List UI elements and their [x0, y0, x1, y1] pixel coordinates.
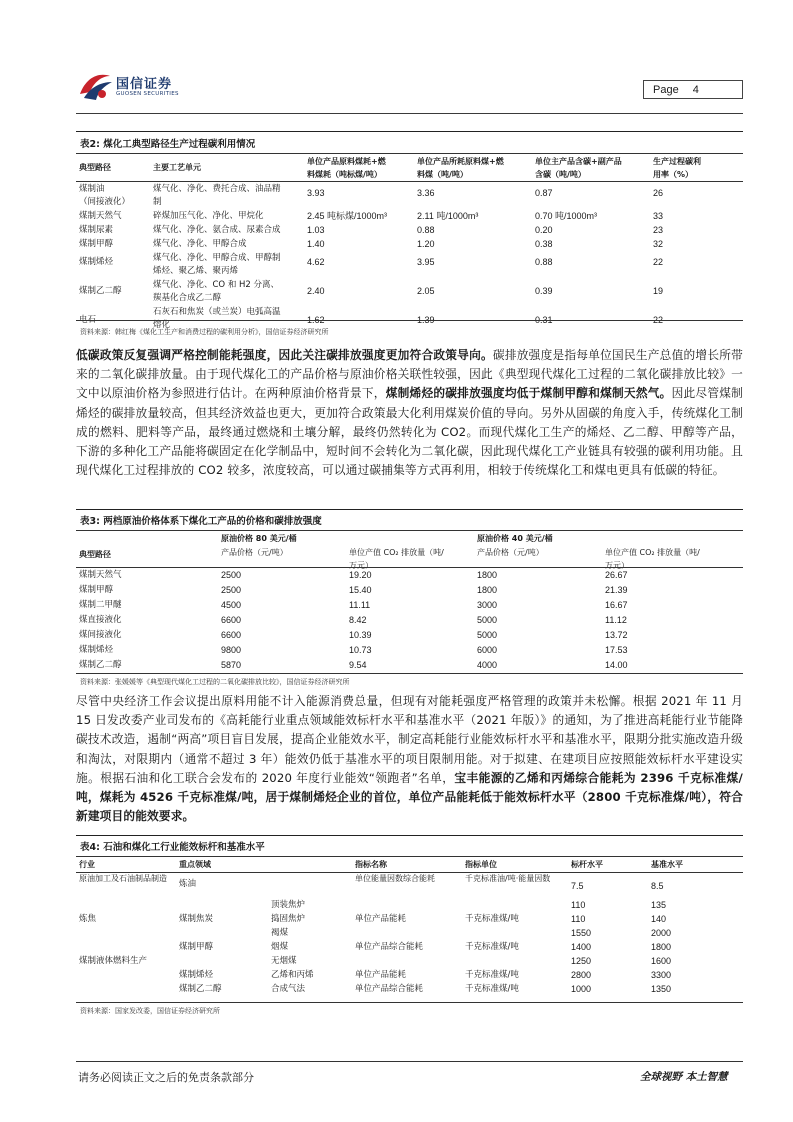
table4-cell: 1350	[651, 984, 672, 994]
table4-bottom-rule	[76, 1002, 743, 1003]
table2-process: 煤气化、净化、费托合成、油品精 制	[153, 184, 281, 207]
table4-cell: 1400	[571, 942, 592, 952]
table-row	[76, 252, 743, 279]
paragraph-carbon-intensity	[76, 346, 743, 480]
table-row	[76, 599, 743, 614]
table3-cell: 5870	[221, 660, 242, 670]
table2-process: 碎煤加压气化、净化、甲烷化	[153, 211, 264, 221]
table2-process: 煤气化、净化、甲醇合成、甲醇制 烯烃、聚乙烯、聚丙烯	[153, 253, 281, 276]
table3-cell: 9800	[221, 645, 242, 655]
table-row	[76, 899, 743, 913]
table4-cell: 原油加工及石油制品制造	[79, 874, 167, 883]
table4-cell	[352, 899, 462, 913]
para1-lead: 低碳政策反复强调严格控制能耗强度，因此关注碳排放强度更加符合政策导向。	[76, 348, 493, 362]
table3-cell: 19.20	[349, 570, 372, 580]
table3-group-row	[76, 532, 743, 546]
header-divider	[76, 113, 743, 114]
table4-cell: 单位产品综合能耗	[355, 984, 424, 994]
table4-cell: 千克标准油/吨·能量因数	[465, 874, 551, 883]
table2-cell: 33	[653, 211, 664, 221]
table4-cell	[76, 969, 176, 983]
table4-header-cell: 标杆水平	[571, 860, 603, 869]
table3-cell: 6000	[477, 645, 498, 655]
table2-cell: 22	[653, 257, 664, 267]
table3-cell: 5000	[477, 630, 498, 640]
logo-mark-icon	[76, 70, 114, 102]
table4-cell: 1600	[651, 956, 672, 966]
page-label: Page	[653, 83, 679, 96]
table2-cell: 0.88	[535, 257, 553, 267]
table2-cell: 2.11 吨/1000m³	[417, 211, 479, 221]
table2-cell: 2.40	[307, 286, 325, 296]
table-row	[76, 644, 743, 659]
table4-cell: 无烟煤	[271, 956, 297, 966]
table4-source: 资料来源：国家发改委，国信证券经济研究所	[80, 1007, 220, 1015]
table4-cell: 顶装焦炉	[271, 900, 306, 910]
table4-cell: 3300	[651, 970, 672, 980]
table2-header-cell: 单位产品原料煤耗+燃 料煤耗（吨标煤/吨）	[307, 157, 386, 179]
table3-cell: 煤制乙二醇	[79, 660, 122, 670]
table4-cell	[176, 927, 268, 941]
table-row	[76, 955, 743, 969]
table-row	[76, 927, 743, 941]
table2-cell: 0.88	[417, 225, 435, 235]
table3-cell: 11.11	[349, 600, 371, 610]
table3-cell: 4500	[221, 600, 242, 610]
table3-bottom-rule	[76, 673, 743, 674]
table-row	[76, 183, 743, 210]
table4-cell: 煤制甲醇	[179, 942, 214, 952]
table4-cell: 千克标准煤/吨	[465, 984, 519, 994]
table3-group-80: 原油价格 80 美元/桶	[221, 534, 297, 543]
table4-cell: 110	[571, 900, 586, 910]
table-row	[76, 913, 743, 927]
table4-header-rule	[76, 856, 743, 857]
table3-cell: 17.53	[605, 645, 628, 655]
table3-cell: 5000	[477, 615, 498, 625]
table2-header-cell: 典型路径	[79, 163, 111, 172]
table3-cell: 2500	[221, 585, 242, 595]
table4-header-cell: 指标单位	[465, 860, 497, 869]
table4-cell	[176, 955, 268, 969]
table2-cell: 26	[653, 188, 664, 198]
table4-cell	[352, 955, 462, 969]
para2-bold: 宝丰能源的乙烯和丙烯综合能耗为 2396 千克标准煤/吨，煤耗为 4526 千克标准煤/吨，居于煤制烯烃企业的首位，单位产品能耗低于能效标杆水平（2800 千克标准煤/吨），符合新建项目的能效要求。	[76, 770, 743, 824]
table2-header-cell: 单位产品所耗原料煤+燃 料煤（吨/吨）	[417, 157, 504, 179]
table2-path: 煤制尿素	[79, 225, 114, 235]
table-row	[76, 279, 743, 306]
table4-cell: 8.5	[651, 881, 664, 891]
table4-header-cell: 基准水平	[651, 860, 683, 869]
table4-cell	[76, 927, 176, 941]
table-row	[76, 873, 743, 899]
table2-path: 煤制乙二醇	[79, 286, 122, 296]
table4-title: 表4: 石油和煤化工行业能效标杆和基准水平	[80, 842, 265, 853]
table3-cell: 26.67	[605, 570, 628, 580]
footer-divider	[76, 1061, 743, 1062]
table3-cell: 11.12	[605, 615, 627, 625]
table2-body-rule	[76, 181, 743, 182]
table4-cell	[268, 873, 352, 899]
table4-cell: 煤制乙二醇	[179, 984, 222, 994]
table2-cell: 3.36	[417, 188, 435, 198]
table4-cell: 褐煤	[271, 928, 289, 938]
table3-header-co2: 单位产值 CO₂ 排放量（吨/ 万元）	[605, 548, 700, 570]
table4-cell: 千克标准煤/吨	[465, 942, 519, 952]
table3-cell: 煤制二甲醚	[79, 600, 122, 610]
table2-title: 表2: 煤化工典型路径生产过程碳利用情况	[80, 139, 256, 150]
table3-header-price: 产品价格（元/吨）	[221, 548, 288, 557]
table2-process: 石灰石和焦炭（或兰炭）电弧高温 熔化	[153, 307, 281, 330]
table3-cell: 6600	[221, 615, 242, 625]
table2-top-rule	[76, 131, 743, 132]
table3-cell: 9.54	[349, 660, 367, 670]
table2-cell: 23	[653, 225, 664, 235]
table3-cell: 10.73	[349, 645, 372, 655]
table4-cell: 2800	[571, 970, 592, 980]
table2-header-cell: 主要工艺单元	[153, 163, 201, 172]
table3-cell: 煤制甲醇	[79, 585, 114, 595]
table2-path: 煤制烯烃	[79, 257, 114, 267]
table2-path: 煤制油 （间接液化）	[79, 184, 131, 207]
table4-cell: 1800	[651, 942, 672, 952]
table4-cell: 煤制液体燃料生产	[79, 956, 148, 966]
table3-body	[76, 569, 743, 674]
table4-cell: 1550	[571, 928, 592, 938]
table2-path: 电石	[79, 315, 97, 325]
table3-cell: 煤间接液化	[79, 630, 122, 640]
table4-cell: 捣固焦炉	[271, 914, 306, 924]
logo-name-cn: 国信证券	[116, 77, 173, 92]
table4-cell	[462, 955, 568, 969]
table2-cell: 0.70 吨/1000m³	[535, 211, 598, 221]
page-indicator	[643, 80, 743, 99]
table4-cell: 单位产品能耗	[355, 970, 407, 980]
table-row	[76, 569, 743, 584]
table4-cell: 单位产品综合能耗	[355, 942, 424, 952]
table4-cell	[76, 941, 176, 955]
table3-cell: 煤制天然气	[79, 570, 122, 580]
para2-text: 尽管中央经济工作会议提出原料用能不计入能源消费总量，但现有对能耗强度严格管理的政策并未松懈。根据 2021 年 11 月 15 日发改委产业司发布的《高耗能行业重点领域能效标杆水平和基准水平（2021 年版）》的通知，为了推进高耗能行业节能降碳技术改造，遏制“两高”项目盲目发展，提高企业能效水平，制定高耗能行业能效标杆水平和基准水平，限期分批实施改造升级和淘汰，对限期内（通常不超过 3 年）能效仍低于基准水平的项目限制用能。对于拟建、在建项目应按照能效标杆水平建设实施。根据石油和化工联合会发布的 2020 年度行业能效“领跑者”名单，	[76, 694, 743, 785]
table4-cell: 炼焦	[79, 914, 97, 924]
table4-cell: 炼油	[179, 879, 197, 889]
para1-text-a: 碳排放强度是指每单位国民生产总值的增长所带来的二氧化碳排放量。由于现代煤化工的产品价格与原油价格关联性较强，因此《典型现代煤化工过程的二氧化碳排放比较》一文中以原油价格为参照进行估计。在两种原油价格背景下，	[76, 348, 743, 401]
table3-cell: 10.39	[349, 630, 372, 640]
table3-header-rule	[76, 530, 743, 531]
table4-cell	[176, 899, 268, 913]
paragraph-energy-efficiency	[76, 692, 743, 826]
table3-cell: 21.39	[605, 585, 628, 595]
table4-header-cell: 行业	[79, 860, 95, 869]
table4-header-cell	[268, 858, 352, 872]
table4-cell: 110	[571, 914, 586, 924]
table3-cell: 煤直接液化	[79, 615, 122, 625]
table2-cell: 3.95	[417, 257, 435, 267]
table4-header-row	[76, 858, 743, 872]
table3-cell: 15.40	[349, 585, 372, 595]
table2-process: 煤气化、净化、CO 和 H2 分离、 羰基化合成乙二醇	[153, 280, 280, 303]
table4-cell	[462, 927, 568, 941]
table2-process: 煤气化、净化、氨合成、尿素合成	[153, 225, 281, 235]
table3-header-path: 典型路径	[79, 550, 111, 559]
table3-top-rule	[76, 509, 743, 510]
table2-cell: 1.62	[307, 315, 325, 325]
table4-cell: 煤制焦炭	[179, 914, 214, 924]
table2-cell: 1.03	[307, 225, 325, 235]
table3-cell: 13.72	[605, 630, 628, 640]
table3-header-price: 产品价格（元/吨）	[477, 548, 544, 557]
table4	[76, 858, 743, 872]
table-row	[76, 584, 743, 599]
table3-cell: 煤制烯烃	[79, 645, 114, 655]
table4-cell: 2000	[651, 928, 672, 938]
table-row	[76, 629, 743, 644]
table4-cell: 1250	[571, 956, 592, 966]
table2-cell: 19	[653, 286, 664, 296]
table2-path: 煤制甲醇	[79, 239, 114, 249]
table4-cell: 千克标准煤/吨	[465, 970, 519, 980]
table-row	[76, 983, 743, 997]
table2-cell: 2.05	[417, 286, 435, 296]
company-logo	[76, 68, 206, 104]
table-row	[76, 614, 743, 629]
table-row	[76, 659, 743, 674]
table2-cell: 0.38	[535, 239, 553, 249]
table4-cell: 7.5	[571, 881, 584, 891]
table3-header-cell	[76, 532, 218, 546]
table2-bottom-rule	[76, 320, 743, 321]
table4-cell: 140	[651, 914, 667, 924]
table-row	[76, 969, 743, 983]
table3-source: 资料来源：张媛媛等《典型现代煤化工过程的二氧化碳排放比较》，国信证券经济研究所	[80, 678, 350, 686]
table4-cell: 煤制烯烃	[179, 970, 214, 980]
table2-cell: 0.31	[535, 315, 553, 325]
table4-top-rule	[76, 835, 743, 836]
para1-bold-mid: 煤制烯烃的碳排放强度均低于煤制甲醇和煤制天然气。	[385, 386, 672, 401]
table-row	[76, 210, 743, 224]
table2-body	[76, 183, 743, 333]
table3-cell: 3000	[477, 600, 498, 610]
table2-cell: 1.20	[417, 239, 435, 249]
table3-cell: 14.00	[605, 660, 628, 670]
table4-cell: 1000	[571, 984, 592, 994]
table4-cell: 合成气法	[271, 984, 306, 994]
table2-cell: 22	[653, 315, 664, 325]
table3-cell: 1800	[477, 585, 498, 595]
table2-cell: 0.20	[535, 225, 553, 235]
table2	[76, 155, 743, 181]
table-row	[76, 224, 743, 238]
table2-header-cell: 单位主产品含碳+副产品 含碳（吨/吨）	[535, 157, 622, 179]
table-row	[76, 941, 743, 955]
table2-cell: 0.39	[535, 286, 553, 296]
table4-cell	[462, 899, 568, 913]
table3-cell: 2500	[221, 570, 242, 580]
table2-header-row	[76, 155, 743, 181]
table2-cell: 32	[653, 239, 664, 249]
table4-cell: 烟煤	[271, 942, 289, 952]
footer-slogan: 全球视野 本土智慧	[640, 1071, 728, 1083]
table3-cell: 1800	[477, 570, 498, 580]
table4-header-cell: 重点领域	[179, 860, 211, 869]
table2-path: 煤制天然气	[79, 211, 122, 221]
footer-disclaimer: 请务必阅读正文之后的免责条款部分	[78, 1071, 254, 1084]
table2-cell: 4.62	[307, 257, 325, 267]
table2-cell: 2.45 吨标煤/1000m³	[307, 211, 388, 221]
table4-body	[76, 873, 743, 997]
table3-group-40: 原油价格 40 美元/桶	[477, 534, 553, 543]
table3-cell: 4000	[477, 660, 498, 670]
table3-header-co2: 单位产值 CO₂ 排放量（吨/ 万元）	[349, 548, 444, 570]
table2-cell: 0.87	[535, 188, 553, 198]
table4-cell: 千克标准煤/吨	[465, 914, 519, 924]
table4-header-cell: 指标名称	[355, 860, 387, 869]
table4-cell: 单位产品能耗	[355, 914, 407, 924]
table2-cell: 1.39	[417, 315, 435, 325]
table4-cell	[352, 927, 462, 941]
table4-cell: 135	[651, 900, 667, 910]
page-number: 4	[692, 83, 699, 96]
table4-cell	[76, 899, 176, 913]
logo-name-en: GUOSEN SECURITIES	[116, 91, 179, 97]
table2-source: 资料来源：韩红梅《煤化工生产和消费过程的碳利用分析》，国信证券经济研究所	[80, 328, 329, 336]
table2-cell: 1.40	[307, 239, 325, 249]
table3-cell: 8.42	[349, 615, 367, 625]
table3-cell: 6600	[221, 630, 242, 640]
table2-process: 煤气化、净化、甲醇合成	[153, 239, 247, 249]
para1-text-b: 因此尽管煤制烯烃的碳排放量较高，但其经济效益也更大，更加符合政策最大化利用煤炭价值的导向。另外从固碳的角度入手，传统煤化工制成的燃料、肥料等产品，最终通过燃烧和土壤分解，最终仍然转化为 CO2。而现代煤化工生产的烯烃、乙二醇、甲醇等产品，下游的多种化工产品能将碳固定在化学制品中，短时间不会转化为二氧化碳，因此现代煤化工产业链具有较强的碳利用功能。且现代煤化工过程排放的 CO2 较多，浓度较高，可以通过碳捕集等方式再利用，相较于传统煤化工和煤电更具有低碳的特征。	[76, 386, 743, 478]
table3-cell: 16.67	[605, 600, 628, 610]
table3-title: 表3: 两档原油价格体系下煤化工产品的价格和碳排放强度	[80, 516, 322, 527]
table2-cell: 3.93	[307, 188, 325, 198]
table4-cell: 乙烯和丙烯	[271, 970, 314, 980]
table2-header-rule	[76, 153, 743, 154]
table-row	[76, 238, 743, 252]
table3-body-rule	[76, 567, 743, 568]
table2-header-cell: 生产过程碳利 用率（%）	[653, 157, 701, 179]
table4-cell	[76, 983, 176, 997]
table4-cell: 单位能量因数综合能耗	[355, 874, 435, 883]
